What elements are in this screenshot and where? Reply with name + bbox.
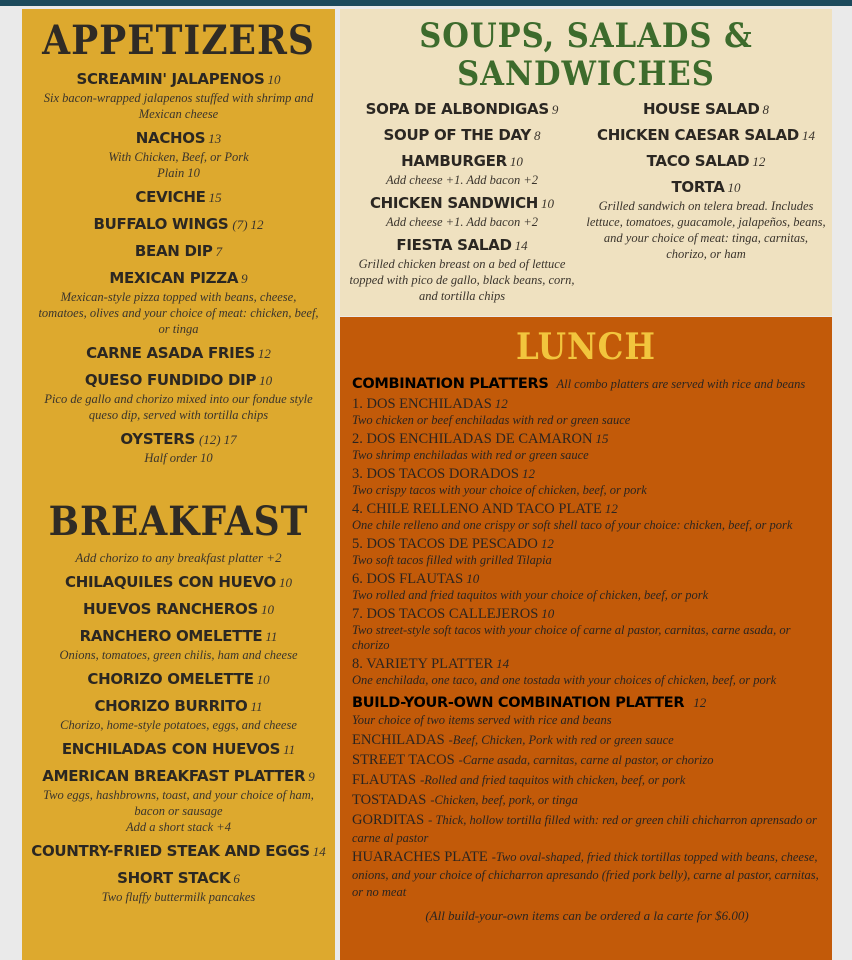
appetizers-heading: APPETIZERS	[42, 17, 315, 64]
menu-item-price: 9	[308, 769, 315, 784]
menu-item	[22, 268, 335, 337]
byo-item-description: -Carne asada, carnitas, carne al pastor, or chorizo	[458, 753, 714, 767]
menu-item-name: TORTA	[671, 178, 725, 196]
menu-item-description: Grilled chicken breast on a bed of lettuce topped with pico de gallo, black beans, corn, and tortilla chips	[349, 257, 575, 303]
menu-item-price: 17	[223, 432, 237, 447]
combo-item	[352, 465, 822, 498]
menu-item	[22, 599, 335, 620]
menu-item-title-line	[22, 841, 335, 862]
menu-item-title-line	[586, 125, 826, 146]
combo-title-line	[352, 535, 822, 553]
menu-item-name: SCREAMIN' JALAPENOS	[76, 70, 265, 88]
menu-item	[22, 187, 335, 208]
menu-item-description: Add cheese +1. Add bacon +2	[385, 215, 539, 229]
combo-price: 12	[521, 466, 535, 481]
soups-salads-sandwiches-panel	[340, 9, 832, 316]
menu-item-name: SOPA DE ALBONDIGAS	[365, 100, 549, 118]
byo-note: Your choice of two items served with rice and beans	[352, 713, 612, 727]
combo-title-line	[352, 500, 822, 518]
menu-item-note: Add a short stack +4	[126, 820, 231, 834]
menu-item	[22, 429, 335, 466]
menu-item-description: Chorizo, home-style potatoes, eggs, and cheese	[60, 718, 297, 732]
combo-price: 14	[496, 656, 510, 671]
menu-item-description: With Chicken, Beef, or Pork	[108, 150, 249, 164]
menu-item-description: Add cheese +1. Add bacon +2	[385, 173, 539, 187]
menu-item-title-line	[22, 429, 335, 450]
menu-item-price: 10	[260, 602, 274, 617]
appetizers-list	[22, 69, 335, 466]
menu-item	[22, 696, 335, 733]
menu-item-title-line	[348, 193, 576, 214]
breakfast-heading: BREAKFAST	[48, 498, 309, 545]
menu-item-price: 10	[278, 575, 292, 590]
menu-item-price: 13	[208, 131, 222, 146]
byo-item	[352, 791, 822, 809]
byo-item-name: GORDITAS	[352, 812, 425, 828]
combo-price: 10	[466, 571, 480, 586]
menu-item-title-line	[22, 766, 335, 787]
combo-name: 6. DOS FLAUTAS	[352, 571, 464, 587]
menu-item-name: CARNE ASADA FRIES	[86, 344, 255, 362]
menu-item-title-line	[22, 626, 335, 647]
combo-price: 12	[540, 536, 554, 551]
menu-item-name: OYSTERS	[120, 430, 195, 448]
menu-item-title-line	[22, 868, 335, 889]
combo-description: Two rolled and fried taquitos with your choice of chicken, beef, or pork	[352, 588, 709, 602]
byo-list	[352, 731, 822, 900]
menu-item	[586, 177, 826, 262]
byo-price: 12	[693, 695, 707, 710]
menu-item-title-line	[586, 177, 826, 198]
byo-item-name: STREET TACOS	[352, 752, 455, 768]
combo-item	[352, 655, 822, 688]
combo-title-line	[352, 465, 822, 483]
byo-item	[352, 751, 822, 769]
menu-item	[22, 128, 335, 181]
byo-item-name: HUARACHES PLATE	[352, 849, 488, 865]
lunch-footer: (All build-your-own items can be ordered a la carte for $6.00)	[425, 908, 749, 923]
byo-item	[352, 848, 822, 900]
combo-item	[352, 570, 822, 603]
menu-item-title-line	[22, 187, 335, 208]
combo-name: 3. DOS TACOS DORADOS	[352, 466, 519, 482]
menu-item-title-line	[22, 214, 335, 235]
menu-item-price: 7	[215, 244, 223, 259]
menu-item-description: Half order 10	[144, 451, 213, 465]
combo-description: Two crispy tacos with your choice of chicken, beef, or pork	[352, 483, 647, 497]
byo-header: BUILD-YOUR-OWN COMBINATION PLATTER	[352, 695, 685, 711]
byo-item-description: -Beef, Chicken, Pork with red or green sauce	[448, 733, 674, 747]
menu-item-title-line	[586, 151, 826, 172]
menu-item-name: TACO SALAD	[646, 152, 750, 170]
menu-item-title-line	[22, 241, 335, 262]
menu-item-title-line	[22, 128, 335, 149]
lunch-panel	[340, 317, 832, 960]
combo-item	[352, 500, 822, 533]
menu-item-name: NACHOS	[135, 129, 206, 147]
soups-right-column	[586, 99, 826, 304]
combo-header: COMBINATION PLATTERS	[352, 376, 549, 392]
byo-item	[352, 811, 822, 846]
menu-item	[22, 69, 335, 122]
menu-item	[348, 235, 576, 304]
combo-description: Two street-style soft tacos with your choice of carne al pastor, carnitas, carne asada, or chorizo	[352, 623, 791, 652]
combo-item	[352, 605, 822, 653]
combo-header-row	[352, 375, 822, 393]
combo-description: One chile relleno and one crispy or soft shell taco of your choice: chicken, beef, or pork	[352, 518, 793, 532]
menu-item-description: Mexican-style pizza topped with beans, cheese, tomatoes, olives and your choice of meat: chicken, beef, or tinga	[38, 290, 319, 336]
combo-description: Two shrimp enchiladas with red or green sauce	[352, 448, 589, 462]
soups-left-column	[348, 99, 576, 304]
menu-item	[348, 151, 576, 188]
menu-item	[22, 841, 335, 862]
menu-item-description: Six bacon-wrapped jalapenos stuffed with shrimp and Mexican cheese	[43, 91, 314, 121]
byo-item	[352, 771, 822, 789]
menu-item-title-line	[22, 739, 335, 760]
combo-description: One enchilada, one taco, and one tostada with your choices of chicken, beef, or pork	[352, 673, 777, 687]
combo-description: Two chicken or beef enchiladas with red or green sauce	[352, 413, 631, 427]
menu-item-title-line	[22, 370, 335, 391]
breakfast-list	[22, 572, 335, 905]
menu-item-description: Two fluffy buttermilk pancakes	[101, 890, 256, 904]
menu-item-name: RANCHERO OMELETTE	[79, 627, 263, 645]
menu-item-title-line	[348, 125, 576, 146]
soups-heading-line2: SANDWICHES	[457, 54, 715, 94]
appetizers-breakfast-panel	[22, 9, 335, 960]
lunch-heading: LUNCH	[515, 326, 657, 368]
combo-name: 2. DOS ENCHILADAS DE CAMARON	[352, 431, 593, 447]
menu-item-description: Two eggs, hashbrowns, toast, and your choice of ham, bacon or sausage	[43, 788, 314, 818]
combo-name: 4. CHILE RELLENO AND TACO PLATE	[352, 501, 602, 517]
byo-header-row	[352, 694, 822, 712]
menu-item-title-line	[22, 268, 335, 289]
combo-price: 10	[541, 606, 555, 621]
combo-note: All combo platters are served with rice and beans	[556, 377, 806, 391]
combo-item	[352, 395, 822, 428]
menu-item	[22, 241, 335, 262]
menu-item-price: 10	[267, 72, 281, 87]
menu-item-price: 12	[257, 346, 271, 361]
menu-item-title-line	[22, 572, 335, 593]
combo-name: 7. DOS TACOS CALLEJEROS	[352, 606, 539, 622]
menu-item-name: CHORIZO BURRITO	[94, 697, 248, 715]
menu-item-name: HAMBURGER	[401, 152, 507, 170]
menu-item	[22, 766, 335, 835]
menu-item-description: Pico de gallo and chorizo mixed into our fondue style queso dip, served with tortilla chips	[44, 392, 313, 422]
menu-item-price: 14	[514, 238, 528, 253]
menu-item-title-line	[22, 69, 335, 90]
menu-item	[586, 125, 826, 146]
menu-item	[22, 669, 335, 690]
top-accent-bar	[0, 0, 852, 6]
menu-item-price: 10	[541, 196, 555, 211]
byo-item-description: -Rolled and fried taquitos with chicken, beef, or pork	[420, 773, 686, 787]
menu-item-title-line	[22, 696, 335, 717]
menu-item-price: 12	[752, 154, 766, 169]
soups-heading-line1: SOUPS, SALADS &	[419, 16, 753, 56]
menu-item-name: CHORIZO OMELETTE	[87, 670, 254, 688]
menu-item-title-line	[22, 343, 335, 364]
menu-item	[348, 99, 576, 120]
breakfast-note: Add chorizo to any breakfast platter +2	[75, 550, 282, 565]
combo-description: Two soft tacos filled with grilled Tilapia	[352, 553, 552, 567]
menu-item-name: BEAN DIP	[134, 242, 213, 260]
combo-price: 12	[604, 501, 618, 516]
menu-item-price: 12	[250, 217, 264, 232]
menu-item-name: CHICKEN SANDWICH	[369, 194, 539, 212]
menu-item	[22, 739, 335, 760]
menu-item	[348, 193, 576, 230]
menu-item-name: HOUSE SALAD	[643, 100, 760, 118]
combo-item	[352, 535, 822, 568]
menu-item-name: BUFFALO WINGS	[93, 215, 229, 233]
combo-price: 15	[595, 431, 609, 446]
combo-title-line	[352, 395, 822, 413]
combo-name: 8. VARIETY PLATTER	[352, 656, 494, 672]
menu-item-name: ENCHILADAS CON HUEVOS	[61, 740, 281, 758]
byo-item-description: - Thick, hollow tortilla filled with: red or green chili chicharron aprensado or carne al pastor	[352, 813, 817, 845]
combo-title-line	[352, 570, 822, 588]
menu-item-price: 9	[241, 271, 248, 286]
combo-name: 1. DOS ENCHILADAS	[352, 396, 492, 412]
menu-item-name: COUNTRY-FRIED STEAK AND EGGS	[31, 842, 310, 860]
menu-item-name: CHICKEN CAESAR SALAD	[597, 126, 799, 144]
menu-item-price: 15	[208, 190, 222, 205]
menu-item-title-line	[22, 669, 335, 690]
byo-item-name: FLAUTAS	[352, 772, 417, 788]
menu-item-description: Grilled sandwich on telera bread. Includes lettuce, tomatoes, guacamole, jalapeños, beans, and your choice of meat: tinga, carnitas, chorizo, or ham	[586, 199, 826, 261]
menu-item-name: HUEVOS RANCHEROS	[83, 600, 258, 618]
byo-item-name: TOSTADAS	[352, 792, 427, 808]
menu-item-price: 8	[762, 102, 769, 117]
menu-item	[22, 343, 335, 364]
menu-item	[22, 214, 335, 235]
menu-item-note: Plain 10	[157, 166, 200, 180]
byo-item-description: -Chicken, beef, pork, or tinga	[430, 793, 578, 807]
combo-title-line	[352, 655, 822, 673]
combo-item	[352, 430, 822, 463]
menu-item-title-line	[586, 99, 826, 120]
menu-item-price: 11	[250, 699, 263, 714]
menu-item-name: SOUP OF THE DAY	[383, 126, 531, 144]
menu-item-title-line	[348, 99, 576, 120]
menu-item	[586, 151, 826, 172]
menu-item-name: AMERICAN BREAKFAST PLATTER	[42, 767, 306, 785]
menu-item	[22, 370, 335, 423]
menu-item-quantity: (7)	[232, 217, 248, 232]
menu-item	[586, 99, 826, 120]
menu-item-title-line	[348, 151, 576, 172]
menu-item-name: CEVICHE	[135, 188, 206, 206]
combo-price: 12	[494, 396, 508, 411]
menu-item-price: 14	[801, 128, 815, 143]
menu-item-quantity: (12)	[198, 432, 221, 447]
menu-item-price: 11	[283, 742, 296, 757]
menu-item-price: 10	[509, 154, 523, 169]
combo-name: 5. DOS TACOS DE PESCADO	[352, 536, 538, 552]
menu-item-name: CHILAQUILES CON HUEVO	[65, 573, 276, 591]
menu-item-name: MEXICAN PIZZA	[109, 269, 239, 287]
menu-item-price: 9	[551, 102, 559, 117]
menu-item-title-line	[22, 599, 335, 620]
byo-item-name: ENCHILADAS	[352, 732, 445, 748]
menu-item-price: 10	[727, 180, 741, 195]
menu-item-name: SHORT STACK	[117, 869, 231, 887]
combo-title-line	[352, 605, 822, 623]
menu-item-description: Onions, tomatoes, green chilis, ham and cheese	[59, 648, 298, 662]
menu-item	[348, 125, 576, 146]
combo-list	[352, 395, 822, 688]
byo-item-description: -Two oval-shaped, fried thick tortillas topped with beans, cheese, onions, and your choice of chicharron apresando (fried pork belly), carne al pastor, carnitas, or no meat	[352, 850, 819, 899]
menu-item-name: FIESTA SALAD	[396, 236, 512, 254]
menu-item-price: 10	[256, 672, 270, 687]
menu-item-price: 8	[533, 128, 541, 143]
menu-item-price: 14	[312, 844, 326, 859]
menu-item-price: 10	[259, 373, 273, 388]
menu-item	[22, 572, 335, 593]
menu-item-price: 6	[233, 871, 240, 886]
combo-title-line	[352, 430, 822, 448]
menu-item-name: QUESO FUNDIDO DIP	[84, 371, 257, 389]
menu-item	[22, 868, 335, 905]
menu-item-title-line	[348, 235, 576, 256]
menu-item	[22, 626, 335, 663]
menu-item-price: 11	[265, 629, 278, 644]
byo-item	[352, 731, 822, 749]
